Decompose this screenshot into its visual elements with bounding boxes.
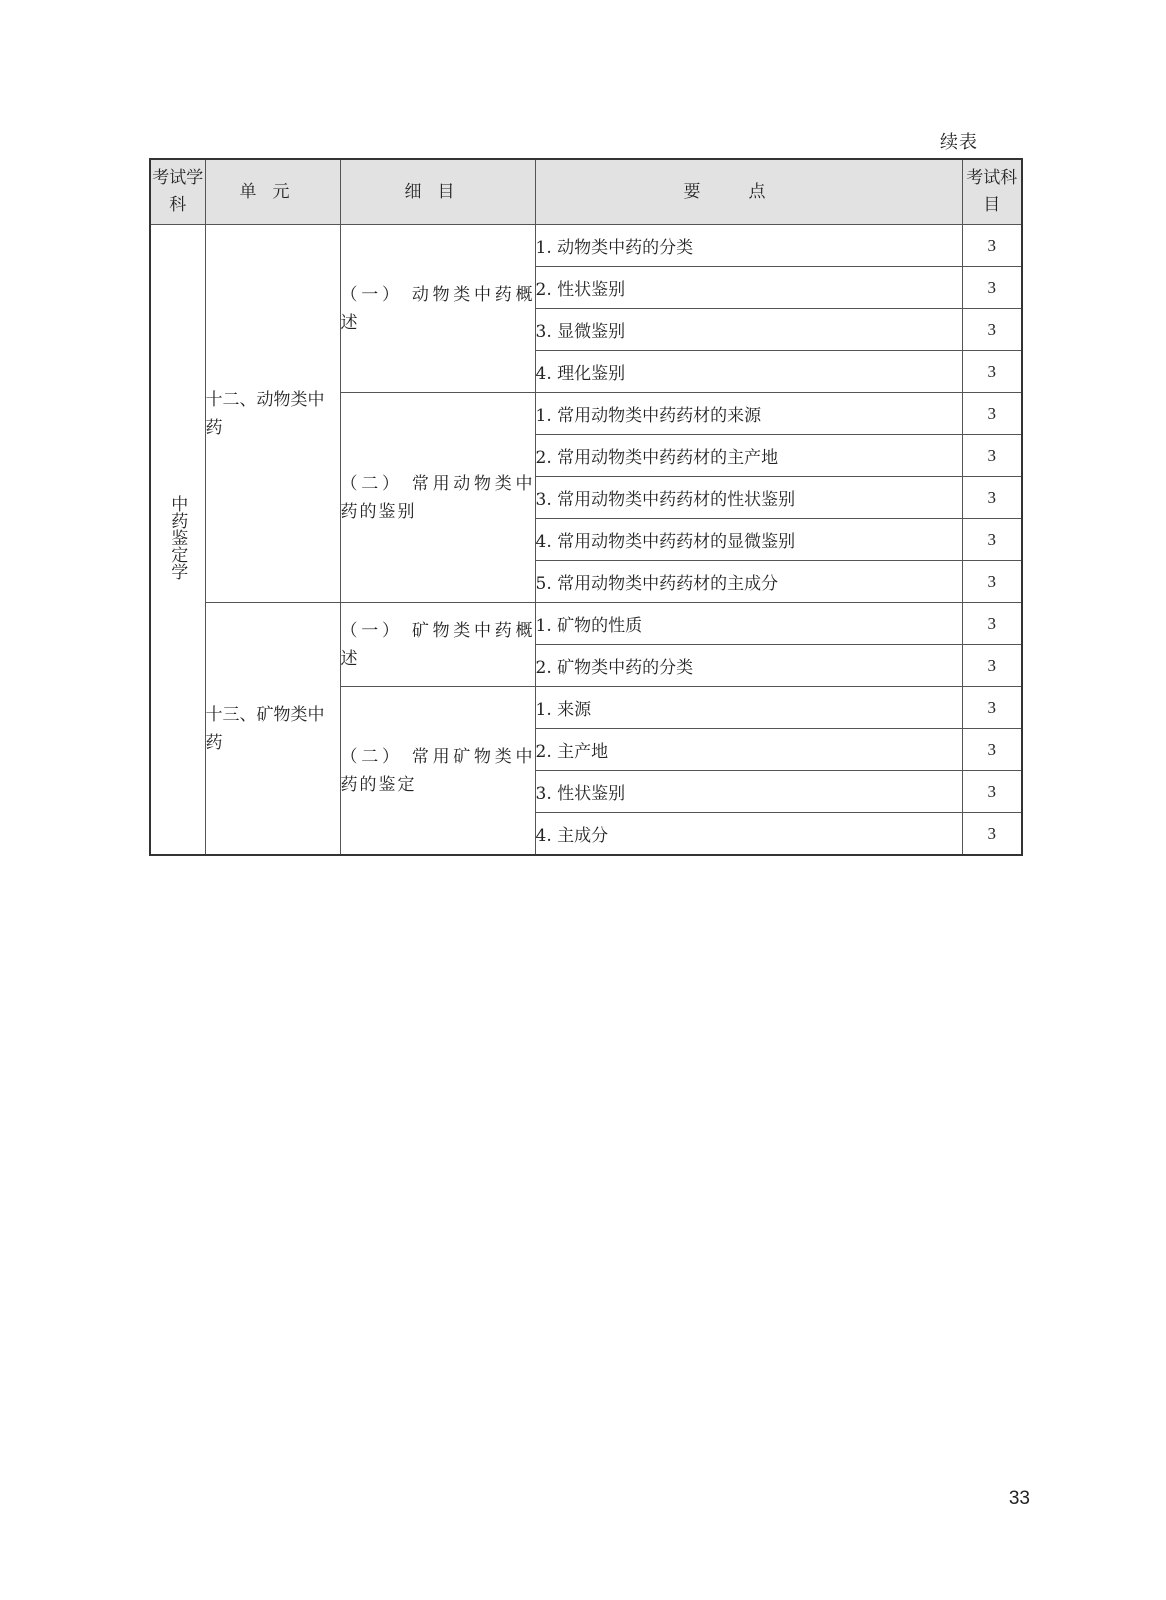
point-cell: 4. 主成分 — [535, 813, 962, 856]
level-cell: 3 — [962, 645, 1022, 687]
table-row — [150, 225, 1022, 267]
level-cell: 3 — [962, 561, 1022, 603]
level-cell: 3 — [962, 813, 1022, 856]
point-cell: 3. 性状鉴别 — [535, 771, 962, 813]
level-cell: 3 — [962, 225, 1022, 267]
point-cell: 1. 来源 — [535, 687, 962, 729]
level-cell: 3 — [962, 729, 1022, 771]
point-cell: 5. 常用动物类中药药材的主成分 — [535, 561, 962, 603]
unit-cell: 十三、矿物类中药 — [205, 603, 340, 856]
continued-table-label: 续表 — [940, 132, 978, 153]
detail-cell: （二） 常用动物类中药的鉴别 — [340, 393, 535, 603]
detail-cell: （一） 矿物类中药概述 — [340, 603, 535, 687]
header-unit: 单元 — [205, 159, 340, 225]
point-cell: 4. 理化鉴别 — [535, 351, 962, 393]
page-number: 33 — [1008, 1488, 1030, 1509]
point-cell: 2. 矿物类中药的分类 — [535, 645, 962, 687]
subject-name: 中药鉴定学 — [167, 494, 188, 580]
point-cell: 2. 性状鉴别 — [535, 267, 962, 309]
exam-outline-table — [149, 158, 1023, 856]
detail-cell: （二） 常用矿物类中药的鉴定 — [340, 687, 535, 856]
level-cell: 3 — [962, 309, 1022, 351]
level-cell: 3 — [962, 393, 1022, 435]
point-cell: 2. 主产地 — [535, 729, 962, 771]
point-cell: 1. 常用动物类中药药材的来源 — [535, 393, 962, 435]
level-cell: 3 — [962, 771, 1022, 813]
level-cell: 3 — [962, 435, 1022, 477]
point-cell: 2. 常用动物类中药药材的主产地 — [535, 435, 962, 477]
point-cell: 3. 常用动物类中药药材的性状鉴别 — [535, 477, 962, 519]
point-cell: 1. 矿物的性质 — [535, 603, 962, 645]
detail-cell: （一） 动物类中药概述 — [340, 225, 535, 393]
point-cell: 3. 显微鉴别 — [535, 309, 962, 351]
subject-cell — [150, 225, 205, 856]
header-level: 考试科目 — [962, 159, 1022, 225]
header-detail: 细目 — [340, 159, 535, 225]
point-cell: 1. 动物类中药的分类 — [535, 225, 962, 267]
unit-cell: 十二、动物类中药 — [205, 225, 340, 603]
level-cell: 3 — [962, 477, 1022, 519]
table-header-row — [150, 159, 1022, 225]
level-cell: 3 — [962, 351, 1022, 393]
level-cell: 3 — [962, 603, 1022, 645]
level-cell: 3 — [962, 687, 1022, 729]
header-subject: 考试学科 — [150, 159, 205, 225]
table-row — [150, 603, 1022, 645]
point-cell: 4. 常用动物类中药药材的显微鉴别 — [535, 519, 962, 561]
level-cell: 3 — [962, 267, 1022, 309]
header-point: 要点 — [535, 159, 962, 225]
level-cell: 3 — [962, 519, 1022, 561]
